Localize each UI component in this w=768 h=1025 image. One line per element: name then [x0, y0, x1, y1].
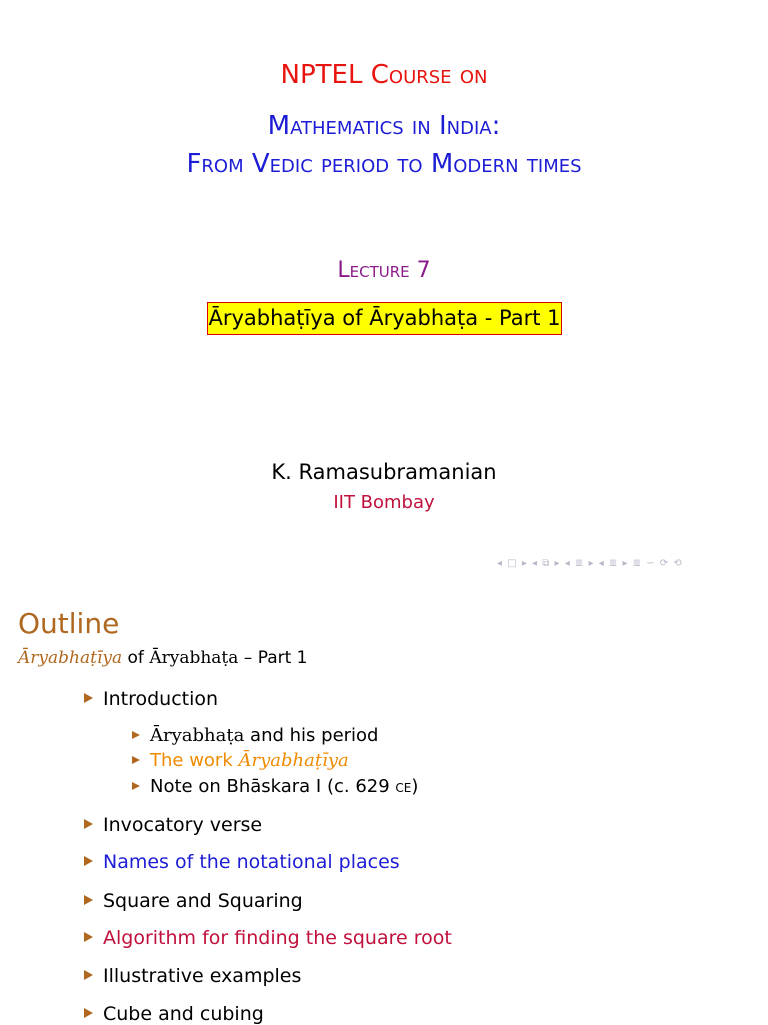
outline-subitem-era: ce: [395, 777, 412, 797]
bullet-triangle-icon: [84, 932, 93, 942]
lecture-topic-box: Āryabhaṭīya of Āryabhaṭa - Part 1: [207, 302, 562, 335]
outline-item: [84, 1003, 264, 1025]
course-subtitle-line2: From Vedic period to Modern times: [186, 149, 582, 179]
course-prefix: NPTEL: [280, 60, 363, 90]
outline-item-label: Cube and cubing: [103, 1003, 264, 1025]
outline-subitem-tail: ): [411, 776, 419, 797]
outline-subtitle-work: Āryabhaṭīya: [18, 648, 123, 668]
bullet-triangle-icon: [84, 895, 93, 905]
outline-item: [84, 927, 452, 949]
outline-item-label: Square and Squaring: [103, 890, 303, 912]
course-rest: Course on: [370, 60, 488, 90]
outline-item: [84, 814, 262, 836]
bullet-triangle-icon: [84, 819, 93, 829]
outline-subtitle-of: of: [122, 648, 150, 668]
course-title: [0, 60, 768, 90]
bullet-triangle-icon: [132, 756, 140, 764]
outline-item-label: Invocatory verse: [103, 814, 263, 836]
outline-item-label: Algorithm for finding the square root: [103, 927, 452, 949]
outline-item-label: Illustrative examples: [103, 965, 302, 987]
bullet-triangle-icon: [132, 782, 140, 790]
outline-subitem: [132, 750, 349, 771]
outline-item: [84, 851, 400, 873]
beamer-navigation-icons[interactable]: ◂ □ ▸ ◂ ⧉ ▸ ◂ ≣ ▸ ◂ ≣ ▸ ≣ ∽ ⟳ ⟲: [497, 558, 683, 569]
outline-subtitle-part: – Part 1: [238, 648, 308, 668]
outline-item: [84, 688, 218, 710]
outline-subitem-text: and his period: [244, 725, 379, 746]
outline-subitem-text: Note on Bhāskara I (c. 629: [150, 776, 396, 797]
bullet-triangle-icon: [84, 970, 93, 980]
author-name: K. Ramasubramanian: [271, 460, 497, 484]
outline-title: Outline: [18, 607, 120, 640]
outline-subitem: [132, 725, 378, 746]
course-subtitle-line1: Mathematics in India:: [267, 111, 501, 141]
outline-subitem-text: The work: [150, 750, 239, 771]
outline-item: [84, 890, 303, 912]
bullet-triangle-icon: [84, 856, 93, 866]
bullet-triangle-icon: [132, 731, 140, 739]
outline-item: [84, 965, 301, 987]
outline-subitem-author: Āryabhaṭa: [150, 725, 245, 746]
bullet-triangle-icon: [84, 693, 93, 703]
bullet-triangle-icon: [84, 1008, 93, 1018]
outline-item-label: Introduction: [103, 688, 219, 710]
lecture-label: Lecture 7: [337, 258, 431, 283]
outline-subtitle-author: Āryabhaṭa: [149, 648, 239, 668]
affiliation: IIT Bombay: [333, 492, 435, 513]
outline-item-label: Names of the notational places: [103, 851, 400, 873]
outline-subitem: [132, 776, 418, 797]
outline-subtitle: [18, 648, 308, 668]
outline-subitem-work: Āryabhaṭīya: [238, 750, 349, 771]
